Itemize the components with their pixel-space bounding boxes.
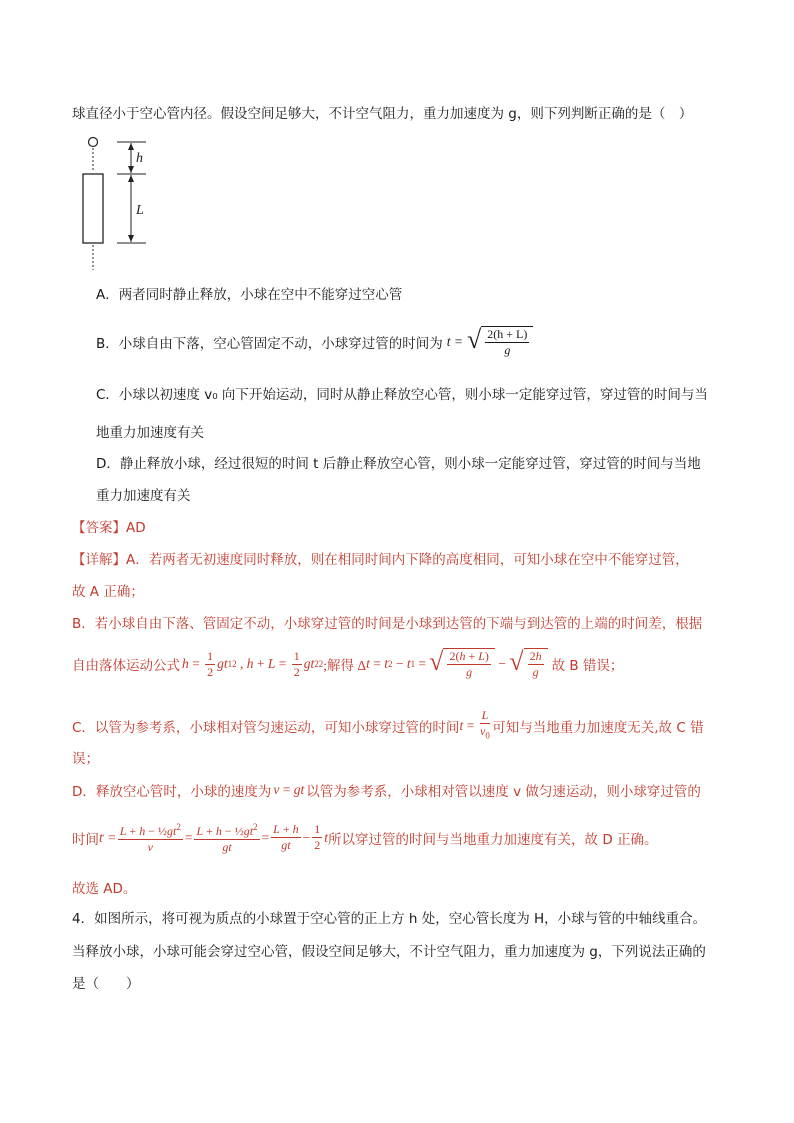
ball-tube-diagram	[76, 134, 166, 274]
detail-conclusion: 故选 AD。	[72, 881, 137, 897]
question4-line2: 当释放小球，小球可能会穿过空心管，假设空间足够大，不计空气阻力，重力加速度为 g，下列说法正确的	[72, 944, 706, 960]
ball	[89, 138, 98, 147]
detail-c-formula: t = $\frac{L}{v_0}$	[459, 708, 490, 741]
detail-d-formula: t ′ = $\frac{L + h - \frac{1}{2}gt^2}{v}$ = $\frac{L + h - \frac{1}{2}gt^2}{gt}$ = $\frac{L + h}{gt}$ − $\frac{1}{2}$ t	[99, 822, 329, 854]
detail-b-line1: B．若小球自由下落、管固定不动，小球穿过管的时间是小球到达管的下端与到达管的上端的时间差，根据	[72, 616, 703, 632]
detail-label: 【详解】	[72, 552, 126, 568]
option-d-line1: D．静止释放小球，经过很短的时间 t 后静止释放空心管，则小球一定能穿过管，穿过管的时间与当地	[96, 456, 701, 472]
detail-c-line1	[72, 708, 704, 743]
detail-d-suffix: 所以穿过管的时间与当地重力加速度有关，故 D 正确。	[328, 831, 658, 848]
option-b-num: 2(h + L)	[487, 327, 528, 341]
detail-c-suffix: 可知与当地重力加速度无关,故 C 错	[492, 719, 704, 736]
detail-b-line2	[72, 648, 623, 680]
detail-c-prefix: C．以管为参考系，小球相对管匀速运动，可知小球穿过管的时间	[72, 719, 460, 736]
answer-value: AD	[126, 520, 146, 536]
answer	[72, 516, 146, 536]
question-intro: 球直径小于空心管内径。假设空间足够大，不计空气阻力，重力加速度为 g，则下列判断正确的是（ ）	[72, 106, 693, 122]
question4-line1: 4．如图所示，将可视为质点的小球置于空心管的正上方 h 处，空心管长度为 H，小球与管的中轴线重合。	[72, 911, 707, 927]
option-b-formula-lhs: t =	[446, 334, 464, 349]
h-label: h	[136, 151, 143, 166]
detail-d-time-label: 时间	[72, 831, 99, 848]
detail-b-suffix: 故 B 错误；	[551, 658, 624, 674]
detail-d-line1: D．释放空心管时，小球的速度为 v = gt 以管为参考系，小球相对管以速度 v 做匀速运动，则小球穿过管的	[72, 782, 701, 800]
detail-a-line2: 故 A 正确；	[72, 584, 144, 600]
detail-d-text: 以管为参考系，小球相对管以速度 v 做匀速运动，则小球穿过管的	[306, 784, 701, 800]
option-a: A．两者同时静止释放，小球在空中不能穿过空心管	[96, 287, 403, 303]
detail-b-formula: h = $\frac{1}{2}$ gt 1 2 , h + L = $\frac{1}{2}$ gt 2 2 ;解得 Δ t = t 2 − t 1 = √ $\frac{2(h + L)}{g}$ − √ $\frac{2h}{g}$	[182, 648, 548, 680]
option-c-line2: 地重力加速度有关	[96, 425, 204, 441]
option-c-line1: C．小球以初速度 v₀ 向下开始运动，同时从静止释放空心管，则小球一定能穿过管，穿过管的时间与当	[96, 387, 708, 403]
detail-c-line2: 误；	[72, 751, 99, 767]
answer-label: 【答案】	[72, 520, 126, 536]
detail-d-line2	[72, 820, 658, 855]
option-b-text: B．小球自由下落，空心管固定不动，小球穿过管的时间为	[96, 336, 443, 352]
question4-line3: 是（ ）	[72, 976, 140, 992]
detail-b-prefix: 自由落体运动公式	[72, 658, 180, 674]
detail-a-text: A．若两者无初速度同时释放，则在相同时间内下降的高度相同，可知小球在空中不能穿过管，	[126, 552, 689, 568]
option-b-den: g	[504, 343, 511, 357]
L-label: L	[136, 203, 144, 218]
option-d-line2: 重力加速度有关	[96, 488, 191, 504]
option-b	[96, 326, 533, 358]
option-b-sqrt: √ $\frac{2(h + L)}{g}$	[467, 326, 533, 358]
detail-d-prefix: D．释放空心管时，小球的速度为	[72, 784, 272, 800]
hollow-tube	[83, 174, 103, 243]
detail-a-line1	[72, 548, 689, 568]
